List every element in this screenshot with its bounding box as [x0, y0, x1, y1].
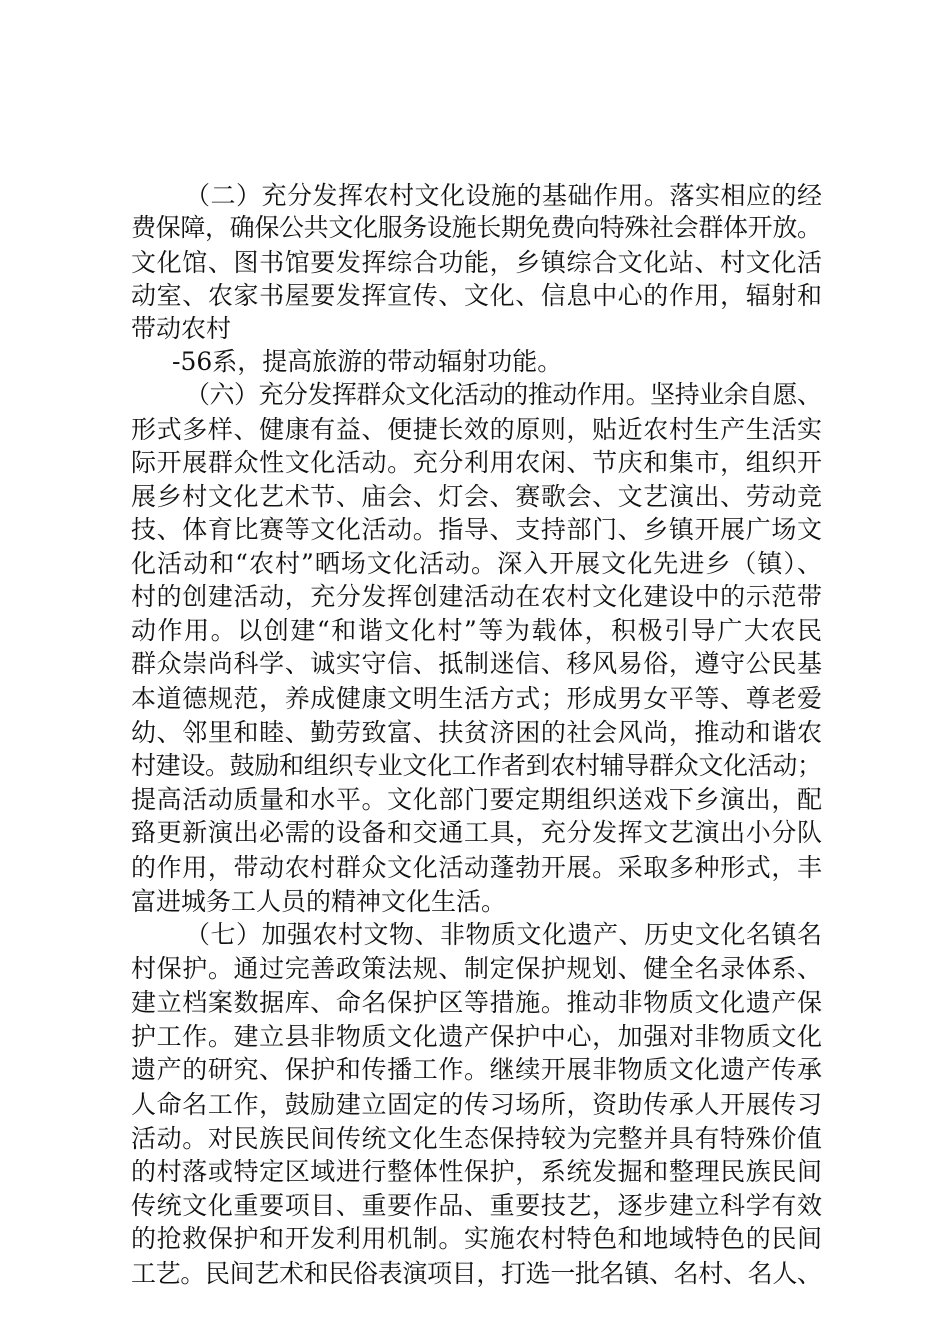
line-text: 臵更新演出必需的设备和交通工具，充分发挥文艺演出小分队	[131, 818, 823, 847]
text-line	[0, 644, 950, 684]
line-text: 动室、农家书屋要发挥宣传、文化、信息中心的作用，辐射和	[131, 281, 823, 310]
line-text: （六）充分发挥群众文化活动的推动作用。坚持业余自愿、	[185, 380, 822, 409]
line-text: 村建设。鼓励和组织专业文化工作者到农村辅导群众文化活动；	[131, 751, 822, 780]
line-text: 形式多样、健康有益、便捷长效的原则，贴近农村生产生活实	[131, 415, 823, 444]
line-text: 富进城务工人员的精神文化生活。	[131, 887, 507, 916]
line-text: 化活动和“农村”晒场文化活动。深入开展文化先进乡（镇）、	[131, 549, 824, 578]
line-text: 工艺。民间艺术和民俗表演项目，打选一批名镇、名村、名人、	[131, 1259, 822, 1288]
line-text: 带动农村	[131, 314, 232, 343]
line-text: 际开展群众性文化活动。充分利用农闲、节庆和集市，组织开	[131, 448, 823, 477]
line-text: 护工作。建立县非物质文化遗产保护中心，加强对非物质文化	[131, 1022, 823, 1051]
line-text: 村保护。通过完善政策法规、制定保护规划、健全名录体系、	[131, 954, 823, 983]
line-text: 技、体育比赛等文化活动。指导、支持部门、乡镇开展广场文	[131, 515, 823, 544]
text-line	[0, 813, 950, 853]
line-text: 的作用，带动农村群众文化活动蓬勃开展。采取多种形式，丰	[131, 853, 823, 882]
text-line	[0, 375, 950, 415]
line-text: 建立档案数据库、命名保护区等措施。推动非物质文化遗产保	[131, 988, 823, 1017]
line-text: 的抢救保护和开发利用机制。实施农村特色和地域特色的民间	[131, 1224, 823, 1253]
line-text: （二）充分发挥农村文化设施的基础作用。落实相应的经	[185, 181, 823, 210]
line-text: 动作用。以创建“和谐文化村”等为载体，积极引导广大农民	[131, 616, 824, 645]
line-text: 活动。对民族民间传统文化生态保持较为完整并具有特殊价值	[131, 1124, 823, 1153]
line-text: 费保障，确保公共文化服务设施长期免费向特殊社会群体开放。	[131, 213, 822, 242]
line-text: -56系，提高旅游的带动辐射功能。	[172, 347, 563, 376]
line-text: 提高活动质量和水平。文化部门要定期组织送戏下乡演出，配	[131, 785, 823, 814]
text-line	[0, 1219, 950, 1259]
line-text: （七）加强农村文物、非物质文化遗产、历史文化名镇名	[185, 920, 823, 949]
text-line	[0, 1050, 950, 1090]
line-text: 文化馆、图书馆要发挥综合功能，乡镇综合文化站、村文化活	[131, 248, 823, 277]
line-text: 群众崇尚科学、诚实守信、抵制迷信、移风易俗，遵守公民基	[131, 649, 823, 678]
text-line	[0, 1254, 950, 1294]
line-text: 传统文化重要项目、重要作品、重要技艺，逐步建立科学有效	[131, 1191, 823, 1220]
line-text: 村的创建活动，充分发挥创建活动在农村文化建设中的示范带	[131, 582, 823, 611]
line-text: 展乡村文化艺术节、庙会、灯会、赛歌会、文艺演出、劳动竞	[131, 482, 823, 511]
text-line	[0, 208, 950, 248]
line-text: 人命名工作，鼓励建立固定的传习场所，资助传承人开展传习	[131, 1090, 823, 1119]
line-text: 本道德规范，养成健康文明生活方式；形成男女平等、尊老爱	[131, 684, 823, 713]
line-text: 遗产的研究、保护和传播工作。继续开展非物质文化遗产传承	[131, 1055, 823, 1084]
line-text: 幼、邻里和睦、勤劳致富、扶贫济困的社会风尚，推动和谐农	[131, 718, 823, 747]
line-text: 的村落或特定区域进行整体性保护，系统发掘和整理民族民间	[131, 1157, 823, 1186]
